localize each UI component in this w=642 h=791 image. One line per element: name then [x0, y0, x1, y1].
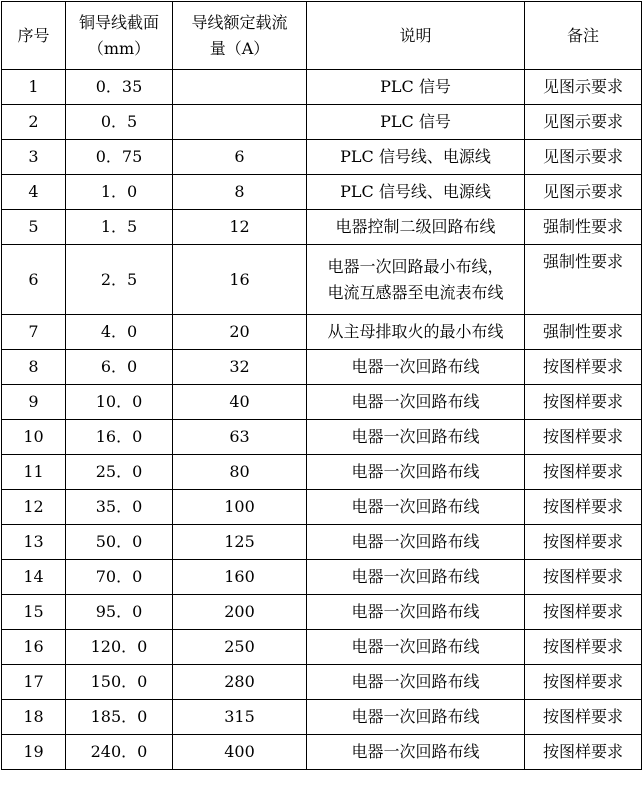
cell-note: 按图样要求 — [525, 630, 642, 665]
cell-rated-current: 100 — [173, 490, 307, 525]
cell-index: 2 — [2, 105, 66, 140]
cell-description: 从主母排取火的最小布线 — [307, 315, 525, 350]
table-row — [2, 140, 642, 175]
cell-rated-current: 280 — [173, 665, 307, 700]
cell-rated-current: 32 — [173, 350, 307, 385]
table-row — [2, 385, 642, 420]
cell-note: 见图示要求 — [525, 175, 642, 210]
table-row — [2, 525, 642, 560]
cell-note: 强制性要求 — [525, 245, 642, 315]
table-row — [2, 665, 642, 700]
cell-note: 按图样要求 — [525, 420, 642, 455]
cell-index: 4 — [2, 175, 66, 210]
cell-description: 电器一次回路布线 — [307, 490, 525, 525]
cell-cross-section: 95．0 — [66, 595, 173, 630]
cell-note: 按图样要求 — [525, 735, 642, 770]
table-row — [2, 490, 642, 525]
cell-index: 19 — [2, 735, 66, 770]
cell-cross-section: 35．0 — [66, 490, 173, 525]
cell-note: 强制性要求 — [525, 210, 642, 245]
cell-rated-current: 12 — [173, 210, 307, 245]
cell-description: 电器一次回路布线 — [307, 665, 525, 700]
table-row — [2, 595, 642, 630]
table-row — [2, 70, 642, 105]
cell-index: 13 — [2, 525, 66, 560]
header-description: 说明 — [307, 2, 525, 70]
cell-index: 10 — [2, 420, 66, 455]
cell-description: 电器一次回路布线 — [307, 525, 525, 560]
table-row — [2, 455, 642, 490]
table-row — [2, 105, 642, 140]
table-row — [2, 420, 642, 455]
cell-index: 17 — [2, 665, 66, 700]
header-rated-current-line2: 量（A） — [209, 38, 270, 58]
cell-index: 3 — [2, 140, 66, 175]
cell-description: 电器一次回路布线 — [307, 350, 525, 385]
cell-rated-current — [173, 70, 307, 105]
header-index: 序号 — [2, 2, 66, 70]
cell-note: 见图示要求 — [525, 70, 642, 105]
cell-cross-section: 16．0 — [66, 420, 173, 455]
cell-rated-current: 20 — [173, 315, 307, 350]
header-note: 备注 — [525, 2, 642, 70]
cell-note: 见图示要求 — [525, 140, 642, 175]
cell-note: 按图样要求 — [525, 350, 642, 385]
cell-note: 按图样要求 — [525, 700, 642, 735]
cell-rated-current: 315 — [173, 700, 307, 735]
cell-index: 9 — [2, 385, 66, 420]
cell-cross-section: 10．0 — [66, 385, 173, 420]
cell-index: 8 — [2, 350, 66, 385]
cell-description-line2: 电流互感器至电流表布线 — [327, 282, 504, 302]
cell-rated-current: 80 — [173, 455, 307, 490]
table-row — [2, 175, 642, 210]
cell-rated-current: 250 — [173, 630, 307, 665]
table-row — [2, 315, 642, 350]
header-cross-section — [66, 2, 173, 70]
cell-description-line1: 电器一次回路最小布线， — [327, 256, 504, 276]
cell-index: 7 — [2, 315, 66, 350]
table-body — [2, 70, 642, 770]
cell-cross-section: 150．0 — [66, 665, 173, 700]
table-row — [2, 350, 642, 385]
cell-description: PLC 信号线、电源线 — [307, 140, 525, 175]
cell-description: 电器控制二级回路布线 — [307, 210, 525, 245]
cell-description: 电器一次回路布线 — [307, 455, 525, 490]
cell-index: 14 — [2, 560, 66, 595]
cell-description: 电器一次回路布线 — [307, 385, 525, 420]
cell-description: PLC 信号线、电源线 — [307, 175, 525, 210]
table-header-row — [2, 2, 642, 70]
header-cross-section-line2: （mm） — [87, 38, 151, 58]
cell-rated-current: 400 — [173, 735, 307, 770]
table-row — [2, 245, 642, 315]
cell-description: PLC 信号 — [307, 70, 525, 105]
cell-description: 电器一次回路布线 — [307, 630, 525, 665]
cell-rated-current: 63 — [173, 420, 307, 455]
cell-index: 15 — [2, 595, 66, 630]
cell-rated-current: 125 — [173, 525, 307, 560]
cell-cross-section: 50．0 — [66, 525, 173, 560]
cell-rated-current: 16 — [173, 245, 307, 315]
cell-cross-section: 6．0 — [66, 350, 173, 385]
table-row — [2, 560, 642, 595]
cell-index: 6 — [2, 245, 66, 315]
cell-note: 按图样要求 — [525, 490, 642, 525]
cell-note: 按图样要求 — [525, 385, 642, 420]
cell-rated-current — [173, 105, 307, 140]
cell-cross-section: 0．35 — [66, 70, 173, 105]
cell-cross-section: 0．75 — [66, 140, 173, 175]
header-rated-current-line1: 导线额定载流 — [191, 12, 288, 32]
cell-description — [307, 245, 525, 315]
cell-cross-section: 4．0 — [66, 315, 173, 350]
cell-rated-current: 200 — [173, 595, 307, 630]
cell-index: 1 — [2, 70, 66, 105]
cell-cross-section: 0．5 — [66, 105, 173, 140]
header-cross-section-line1: 铜导线截面 — [78, 12, 159, 32]
cell-rated-current: 6 — [173, 140, 307, 175]
cell-note: 按图样要求 — [525, 665, 642, 700]
cell-note: 见图示要求 — [525, 105, 642, 140]
table-row — [2, 210, 642, 245]
cell-cross-section: 240．0 — [66, 735, 173, 770]
header-rated-current — [173, 2, 307, 70]
cell-cross-section: 25．0 — [66, 455, 173, 490]
table-row — [2, 630, 642, 665]
cell-index: 18 — [2, 700, 66, 735]
cell-index: 11 — [2, 455, 66, 490]
cell-description: 电器一次回路布线 — [307, 560, 525, 595]
cell-note: 按图样要求 — [525, 595, 642, 630]
wire-spec-table — [1, 1, 642, 770]
cell-cross-section: 120．0 — [66, 630, 173, 665]
cell-note: 强制性要求 — [525, 315, 642, 350]
cell-index: 12 — [2, 490, 66, 525]
cell-index: 16 — [2, 630, 66, 665]
cell-note: 按图样要求 — [525, 525, 642, 560]
cell-cross-section: 70．0 — [66, 560, 173, 595]
cell-description: 电器一次回路布线 — [307, 595, 525, 630]
cell-index: 5 — [2, 210, 66, 245]
cell-description: 电器一次回路布线 — [307, 700, 525, 735]
cell-rated-current: 160 — [173, 560, 307, 595]
cell-cross-section: 185．0 — [66, 700, 173, 735]
cell-rated-current: 8 — [173, 175, 307, 210]
table-row — [2, 700, 642, 735]
table-row — [2, 735, 642, 770]
cell-note: 按图样要求 — [525, 560, 642, 595]
cell-cross-section: 2．5 — [66, 245, 173, 315]
cell-description: 电器一次回路布线 — [307, 735, 525, 770]
cell-rated-current: 40 — [173, 385, 307, 420]
cell-cross-section: 1．5 — [66, 210, 173, 245]
cell-cross-section: 1．0 — [66, 175, 173, 210]
cell-description: PLC 信号 — [307, 105, 525, 140]
cell-note: 按图样要求 — [525, 455, 642, 490]
cell-description: 电器一次回路布线 — [307, 420, 525, 455]
